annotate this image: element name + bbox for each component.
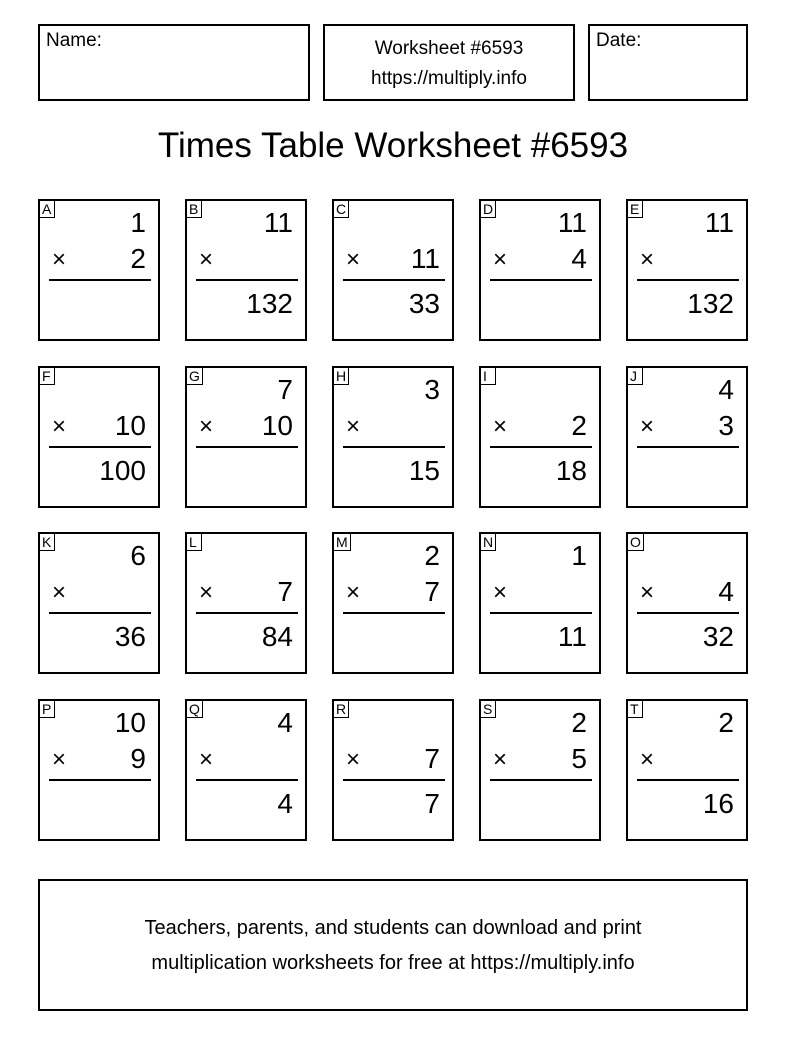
times-sign: ×	[52, 746, 67, 773]
problem-letter: Q	[186, 700, 203, 718]
problem-card-a	[38, 199, 160, 341]
problem-letter: N	[480, 533, 496, 551]
problem-letter: I	[480, 367, 496, 385]
answer-rule	[343, 779, 445, 781]
problem-letter: S	[480, 700, 496, 718]
product-number: 100	[99, 455, 146, 486]
top-number: 2	[571, 707, 587, 738]
product-number: 4	[277, 788, 293, 819]
times-sign: ×	[52, 246, 67, 273]
name-label: Name:	[46, 30, 102, 51]
problem-card-g	[185, 366, 307, 508]
times-sign: ×	[52, 579, 67, 606]
multiplier-number: 2	[571, 410, 587, 441]
product-number: 36	[114, 621, 146, 652]
top-number: 3	[424, 374, 440, 405]
multiplier-number: 7	[277, 576, 293, 607]
top-number: 10	[114, 707, 146, 738]
multiplier-number: 10	[261, 410, 293, 441]
problem-card-q	[185, 699, 307, 841]
problem-card-n	[479, 532, 601, 674]
top-number: 4	[718, 374, 734, 405]
multiplier-number: 11	[410, 243, 440, 274]
answer-rule	[196, 446, 298, 448]
answer-rule	[637, 279, 739, 281]
top-number: 11	[263, 207, 293, 238]
problem-letter: G	[186, 367, 203, 385]
top-number: 6	[130, 540, 146, 571]
answer-rule	[196, 612, 298, 614]
problem-letter: K	[39, 533, 55, 551]
multiplier-number: 5	[571, 743, 587, 774]
times-sign: ×	[199, 746, 214, 773]
times-sign: ×	[199, 413, 214, 440]
problem-card-d	[479, 199, 601, 341]
multiplier-number: 9	[130, 743, 146, 774]
problem-letter: P	[39, 700, 55, 718]
top-number: 1	[571, 540, 587, 571]
times-sign: ×	[346, 246, 361, 273]
problem-card-j	[626, 366, 748, 508]
worksheet-info-box	[323, 24, 575, 101]
product-number: 7	[424, 788, 440, 819]
answer-rule	[196, 279, 298, 281]
answer-rule	[637, 612, 739, 614]
answer-rule	[490, 279, 592, 281]
times-sign: ×	[52, 413, 67, 440]
problem-letter: R	[333, 700, 349, 718]
answer-rule	[49, 446, 151, 448]
answer-rule	[49, 279, 151, 281]
times-sign: ×	[640, 413, 655, 440]
product-number: 132	[246, 288, 293, 319]
top-number: 11	[557, 207, 587, 238]
problem-card-f	[38, 366, 160, 508]
problem-letter: D	[480, 200, 496, 218]
problem-letter: A	[39, 200, 55, 218]
product-number: 84	[261, 621, 293, 652]
problem-card-s	[479, 699, 601, 841]
page-title: Times Table Worksheet #6593	[157, 126, 629, 165]
problem-letter: E	[627, 200, 643, 218]
top-number: 2	[718, 707, 734, 738]
date-label: Date:	[596, 30, 642, 51]
answer-rule	[49, 779, 151, 781]
product-number: 15	[408, 455, 440, 486]
answer-rule	[343, 279, 445, 281]
product-number: 33	[408, 288, 440, 319]
multiplier-number: 4	[571, 243, 587, 274]
times-sign: ×	[493, 746, 508, 773]
answer-rule	[196, 779, 298, 781]
times-sign: ×	[346, 579, 361, 606]
top-number: 2	[424, 540, 440, 571]
problem-letter: O	[627, 533, 644, 551]
problem-letter: F	[39, 367, 55, 385]
problem-card-p	[38, 699, 160, 841]
times-sign: ×	[493, 413, 508, 440]
times-sign: ×	[493, 246, 508, 273]
times-sign: ×	[493, 579, 508, 606]
problem-card-t	[626, 699, 748, 841]
problem-letter: M	[333, 533, 351, 551]
answer-rule	[343, 446, 445, 448]
times-sign: ×	[199, 246, 214, 273]
worksheet-number: Worksheet #6593	[374, 38, 524, 59]
times-sign: ×	[640, 246, 655, 273]
problem-card-h	[332, 366, 454, 508]
problem-card-c	[332, 199, 454, 341]
top-number: 11	[704, 207, 734, 238]
answer-rule	[637, 779, 739, 781]
problem-letter: T	[627, 700, 643, 718]
problem-card-b	[185, 199, 307, 341]
product-number: 11	[557, 621, 587, 652]
product-number: 16	[702, 788, 734, 819]
answer-rule	[49, 612, 151, 614]
top-number: 1	[130, 207, 146, 238]
answer-rule	[637, 446, 739, 448]
problem-letter: L	[186, 533, 202, 551]
multiplier-number: 3	[718, 410, 734, 441]
product-number: 18	[555, 455, 587, 486]
footer-line-2: multiplication worksheets for free at https://multiply.info	[151, 952, 635, 974]
times-sign: ×	[640, 746, 655, 773]
multiplier-number: 2	[130, 243, 146, 274]
multiplier-number: 7	[424, 576, 440, 607]
times-sign: ×	[640, 579, 655, 606]
top-number: 4	[277, 707, 293, 738]
answer-rule	[343, 612, 445, 614]
problem-card-i	[479, 366, 601, 508]
answer-rule	[490, 612, 592, 614]
multiplier-number: 10	[114, 410, 146, 441]
multiplier-number: 7	[424, 743, 440, 774]
times-sign: ×	[346, 746, 361, 773]
multiplier-number: 4	[718, 576, 734, 607]
top-number: 7	[277, 374, 293, 405]
problem-letter: B	[186, 200, 202, 218]
problem-card-e	[626, 199, 748, 341]
date-field-box[interactable]	[588, 24, 748, 101]
problem-letter: C	[333, 200, 349, 218]
problem-card-o	[626, 532, 748, 674]
times-sign: ×	[199, 579, 214, 606]
problem-card-l	[185, 532, 307, 674]
problem-letter: H	[333, 367, 349, 385]
problem-card-r	[332, 699, 454, 841]
footer-line-1: Teachers, parents, and students can download and print	[144, 917, 642, 939]
answer-rule	[490, 779, 592, 781]
name-field-box[interactable]	[38, 24, 310, 101]
problem-card-m	[332, 532, 454, 674]
footer-box	[38, 879, 748, 1011]
product-number: 32	[702, 621, 734, 652]
problem-letter: J	[627, 367, 643, 385]
times-sign: ×	[346, 413, 361, 440]
worksheet-url: https://multiply.info	[371, 68, 527, 89]
product-number: 132	[687, 288, 734, 319]
problem-card-k	[38, 532, 160, 674]
answer-rule	[490, 446, 592, 448]
